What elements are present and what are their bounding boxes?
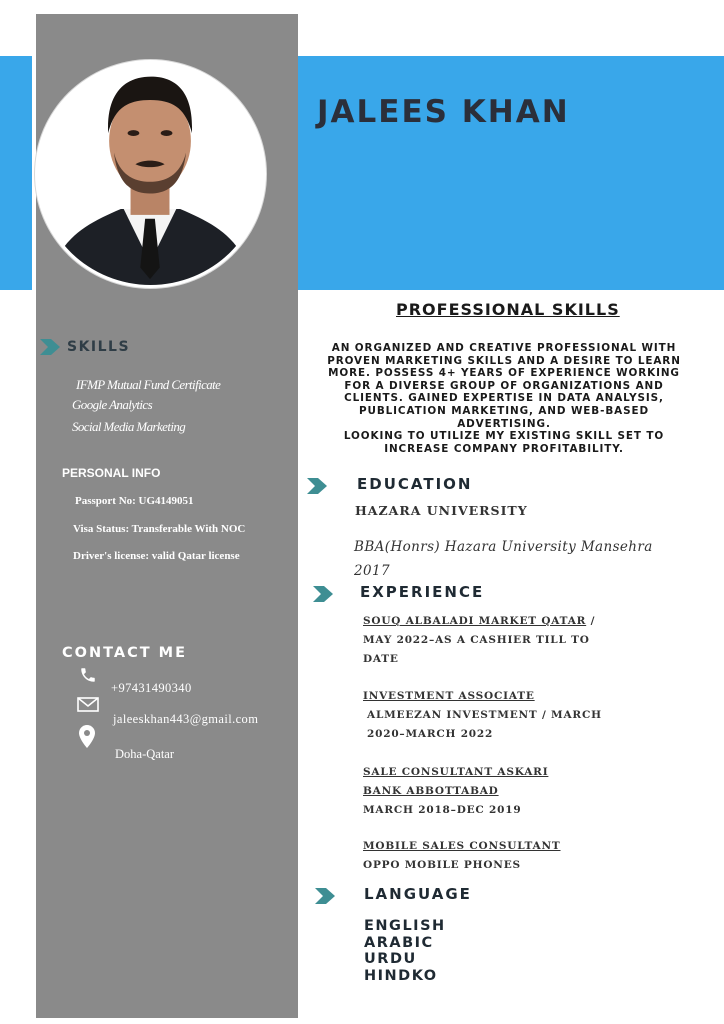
language-item: ENGLISH (364, 918, 446, 934)
chevron-right-icon (306, 477, 328, 495)
experience-detail: ALMEEZAN INVESTMENT / MARCH 2020–MARCH 2022 (367, 709, 602, 740)
passport-number: Passport No: UG4149051 (75, 495, 194, 507)
language-list (364, 918, 446, 984)
summary-text: AN ORGANIZED AND CREATIVE PROFESSIONAL WITH PROVEN MARKETING SKILLS AND A DESIRE TO LEARN MORE. POSSESS 4+ YEARS OF EXPERIENCE WORKING FOR A DIVERSE GROUP OF ORGANIZATIONS AND CLIENTS. GAINED EXPERTISE IN DATA ANALYSIS, PUBLICATION MARKETING, AND WEB-BASED ADVERTISING. (327, 342, 681, 430)
education-heading: EDUCATION (357, 475, 473, 493)
education-university: HAZARA UNIVERSITY (355, 503, 528, 518)
language-item: ARABIC (364, 934, 434, 951)
professional-skills-title: PROFESSIONAL SKILLS (396, 300, 620, 319)
experience-item (363, 763, 608, 820)
contact-heading: CONTACT ME (62, 645, 188, 661)
chevron-right-icon (38, 337, 62, 357)
visa-status: Visa Status: Transferable With NOC (73, 523, 246, 535)
phone-icon (79, 666, 97, 684)
header-band (298, 56, 724, 290)
experience-item (363, 837, 608, 875)
language-item: URDU (364, 951, 417, 967)
experience-title: INVESTMENT ASSOCIATE (363, 690, 535, 702)
drivers-license: Driver's license: valid Qatar license (73, 550, 240, 562)
location-pin-icon (79, 725, 95, 748)
profile-photo (35, 60, 266, 288)
experience-title: MOBILE SALES CONSULTANT (363, 840, 561, 852)
candidate-name: JALEES KHAN (317, 94, 570, 130)
location: Doha-Qatar (115, 747, 174, 761)
email-address[interactable]: jaleeskhan443@gmail.com (113, 712, 259, 726)
phone-number[interactable]: +97431490340 (111, 681, 192, 695)
experience-item (363, 687, 608, 744)
skills-heading (38, 337, 130, 357)
experience-heading: EXPERIENCE (360, 583, 485, 601)
skill-item: Social Media Marketing (72, 419, 186, 434)
experience-detail: MARCH 2018–DEC 2019 (363, 804, 522, 816)
education-degree: BBA(Honrs) Hazara University Mansehra 2017 (354, 539, 653, 579)
language-item: HINDKO (364, 967, 438, 984)
language-heading: LANGUAGE (364, 885, 472, 903)
experience-title: SALE CONSULTANT ASKARI BANK ABBOTTABAD (363, 766, 549, 797)
professional-summary (316, 342, 692, 455)
experience-detail: / MAY 2022–AS A CASHIER TILL TO DATE (363, 615, 596, 665)
experience-detail: OPPO MOBILE PHONES (363, 859, 521, 871)
personal-info-heading: PERSONAL INFO (62, 466, 161, 480)
skill-item: Google Analytics (72, 397, 153, 412)
experience-item (363, 612, 608, 669)
chevron-right-icon (314, 887, 336, 905)
mail-icon (77, 697, 99, 712)
summary-text-objective: LOOKING TO UTILIZE MY EXISTING SKILL SET TO INCREASE COMPANY PROFITABILITY. (343, 430, 665, 455)
skills-heading-label: SKILLS (67, 339, 131, 355)
experience-title: SOUQ ALBALADI MARKET QATAR (363, 615, 587, 627)
header-band-left (0, 56, 32, 290)
skill-item: IFMP Mutual Fund Certificate (76, 377, 221, 392)
chevron-right-icon (312, 585, 334, 603)
